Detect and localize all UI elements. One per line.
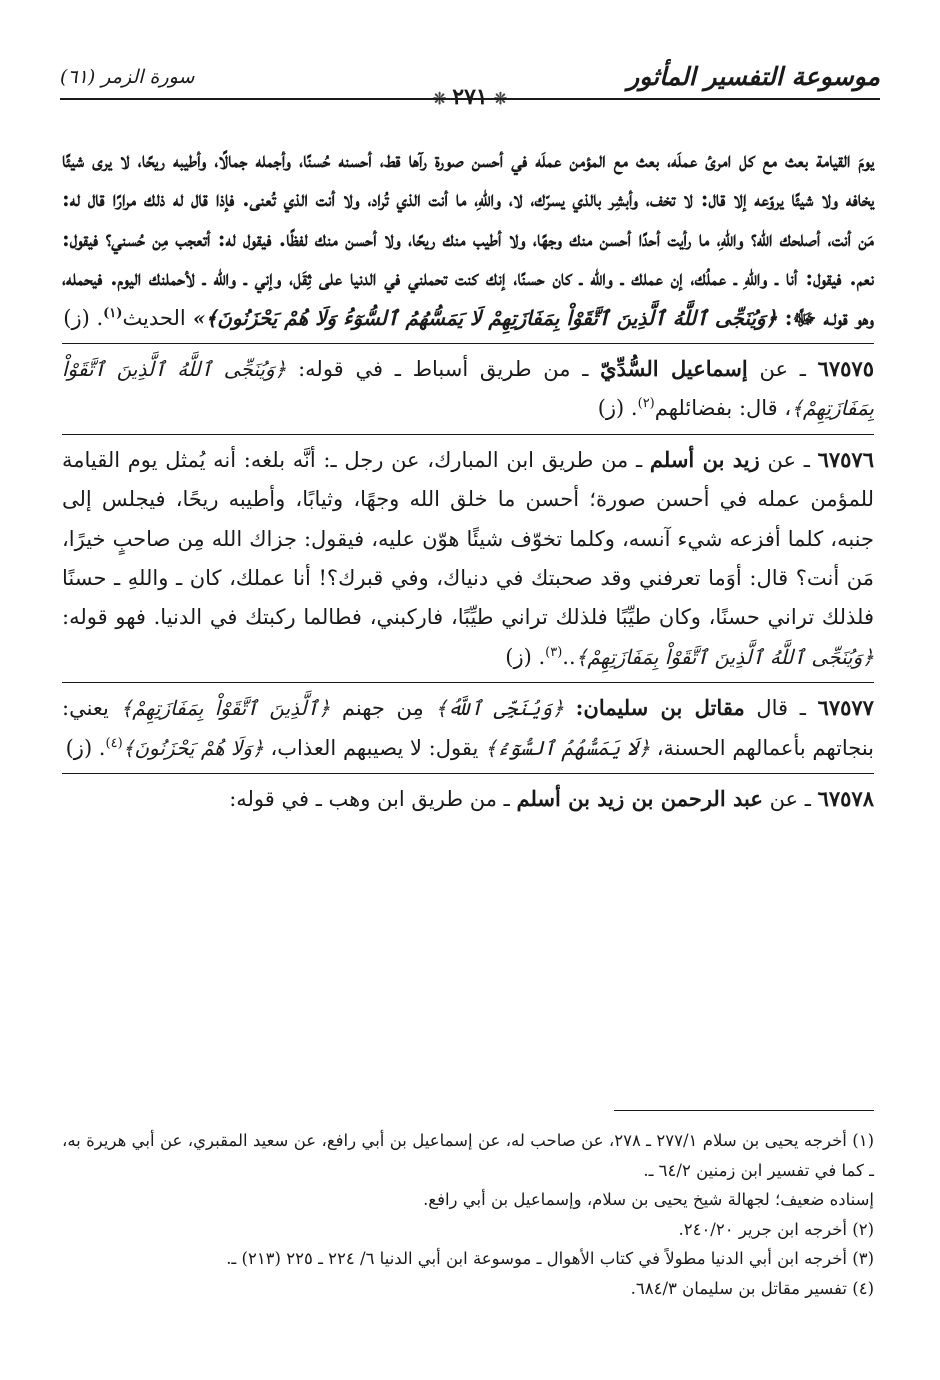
quran-verse: ﴿وَيُنَجِّى ٱللَّهُ﴾ [435,696,564,721]
entry-number: ٦٧٥٧٦ [817,446,874,472]
quran-verse: ﴿ٱلَّذِينَ ٱتَّقَوْاْ بِمَفَازَتِهِمْ﴾ [120,696,331,721]
footnote-4: (٤) تفسير مقاتل بن سليمان ٦٨٤/٣. [630,1278,874,1298]
footnote-ref: (١) [103,305,123,321]
entry-67575 [62,349,874,429]
entry-chain: ـ من طريق أسباط ـ في قوله: [298,357,589,382]
footnote-1-note: إسناده ضعيف؛ لجهالة شيخ يحيى بن سلام، وإسماعيل بن أبي رافع. [423,1190,874,1209]
quran-verse: ﴿وَلَا هُمْ يَحْزَنُونَ﴾ [122,735,264,760]
header-rule [60,98,880,100]
quran-verse: ﴿وَيُنَجِّى ٱللَّهُ ٱلَّذِينَ ٱتَّقَوْاْ بِمَفَازَتِهِمْ﴾ [575,644,874,669]
running-head [60,62,880,110]
main-text [62,140,874,820]
quran-verse: ﴿وَيُنَجِّى ٱللَّهُ ٱلَّذِينَ ٱتَّقَوْاْ بِمَفَازَتِهِمْ لَا يَمَسُّهُمُ ٱلسُّوٓءُ وَلَا هُمْ يَحْزَنُونَ﴾» [193,305,778,330]
quran-verse: ﴿وَيُنَجِّى ٱللَّهُ ٱلَّذِينَ ٱتَّقَوْاْ بِمَفَازَتِهِمْ﴾ [62,357,874,421]
intro-text: يومَ القيامة بعث مع كل امرئ عملَه، بعث مع المؤمن عملَه في أحسن صورة رآها قط، أحسنه حُسنًا، وأجمله جمالًا، وأطيبه ريحًا، لا يرى شيئًا يخافه ولا شيئًا يروّعه إلا قال: لا تخف، وأبشِر بالذي يسرّك، لا، واللهِ، ما أنت الذي تُراد، ولا أنت الذي تُعنى. فإذا قال له ذلك مرارًا قال له: مَن أنت، أصلحك الله؟ واللهِ، ما رأيت أحدًا أحسن منك وجهًا، ولا أطيب منك ريحًا، ولا أحسن منك لفظًا. فيقول له: أتعجب مِن حُسني؟ فيقول: نعم. فيقول: أنا ـ واللهِ ـ عملُك، إن عملك ـ والله ـ كان حسنًا، إنك كنت تحملني في الدنيا على ثِقَل، وإني ـ والله ـ لأحملنك اليوم. فيحمله، وهو قولـه ﷻ: [62,147,874,330]
entry-67577 [62,688,874,768]
entry-divider [62,773,874,774]
paragraph-intro [62,140,874,338]
book-title: موسوعة التفسير المأثور [627,62,880,91]
entry-67578 [62,779,874,819]
hadith-label: الحديث [122,305,186,330]
entry-text: ـ من طريق ابن المبارك، عن رجل ـ: أنَّه بلغه: أنه يُمثل يوم القيامة للمؤمن عمله في أحسن صورة؛ أحسن ما خلق الله وجهًا، وثيابًا، وأطيبه ريحًا، فيجلس إلى جنبه، كلما أفزعه شيء آنسه، وكلما تخوّف شيئًا هوّن عليه، فيقول: جزاك الله مِن صاحبٍ خيرًا، مَن أنت؟ قال: أوَما تعرفني وقد صحبتك في دنياك، وفي قبرك؟! أنا عملك، كان ـ واللهِ ـ حسنًا فلذلك تراني حسنًا، وكان طيِّبًا فلذلك تراني طيِّبًا، فاركبني، فطالما ركبتك في الدنيا. فهو قوله: [62,447,874,630]
narrator-name: مقاتل بن سليمان: [575,695,745,721]
page-number-block [60,84,880,110]
entry-prefix: ـ عن [767,447,810,472]
surah-name: سورة الزمر (٦١) [60,66,195,88]
footnote-3: (٣) أخرجه ابن أبي الدنيا مطولاً في كتاب الأهوال ـ موسوعة ابن أبي الدنيا ٦/ ٢٢٤ ـ ٢٢٥ (٢١٣) ـ. [226,1249,874,1268]
footnotes [62,1126,874,1303]
entry-67576 [62,440,874,677]
entry-prefix: ـ عن [759,357,806,382]
ornament-icon: ❊ [493,89,508,108]
quran-verse: ﴿لَا يَمَسُّهُمُ ٱلسُّوٓءُ﴾ [485,735,651,760]
footnote-2: (٢) أخرجه ابن جرير ٢٤٠/٢٠. [678,1219,874,1239]
entry-number: ٦٧٥٧٧ [817,695,874,721]
entry-text: يعني: بنجاتهم بأعمالهم الحسنة، [62,696,874,760]
entry-divider [62,682,874,683]
source-mark: . (ز) [505,644,546,669]
footnote-1: (١) أخرجه يحيى بن سلام ٢٧٧/١ ـ ٢٧٨، عن صاحب له، عن إسماعيل بن أبي رافع، عن سعيد المقبري، عن أبي هريرة به، ـ كما في تفسير ابن زمنين ٦٤/٢ ـ. [62,1131,874,1180]
entry-prefix: ـ عن [769,787,811,812]
narrator-name: زيد بن أسلم [649,446,760,472]
footnote-ref: (٢) [637,396,655,412]
entry-text: مِن جهنم [341,696,424,721]
entry-text: يقول: لا يصيبهم العذاب، [270,735,479,760]
source-mark: . (ز) [597,396,638,421]
entry-number: ٦٧٥٧٥ [817,356,874,382]
footnote-rule [614,1110,874,1111]
entry-text: ، قال: بفضائلهم [654,396,792,421]
entry-divider [62,434,874,435]
entry-divider [62,343,874,344]
source-mark: . (ز) [63,305,104,330]
entry-text-end: .. [562,644,576,669]
source-mark: . (ز) [65,735,106,760]
entry-prefix: ـ قال [756,696,806,721]
page-number: ٢٧١ [452,84,488,110]
entry-number: ٦٧٥٧٨ [817,786,874,812]
footnote-ref: (٤) [105,735,123,751]
narrator-name: إسماعيل السُّدِّيّ [600,356,748,382]
narrator-name: عبد الرحمن بن زيد بن أسلم [516,786,763,812]
entry-text: ـ من طريق ابن وهب ـ في قوله: [229,787,510,812]
footnote-ref: (٣) [545,644,563,660]
ornament-icon: ❊ [432,89,447,108]
